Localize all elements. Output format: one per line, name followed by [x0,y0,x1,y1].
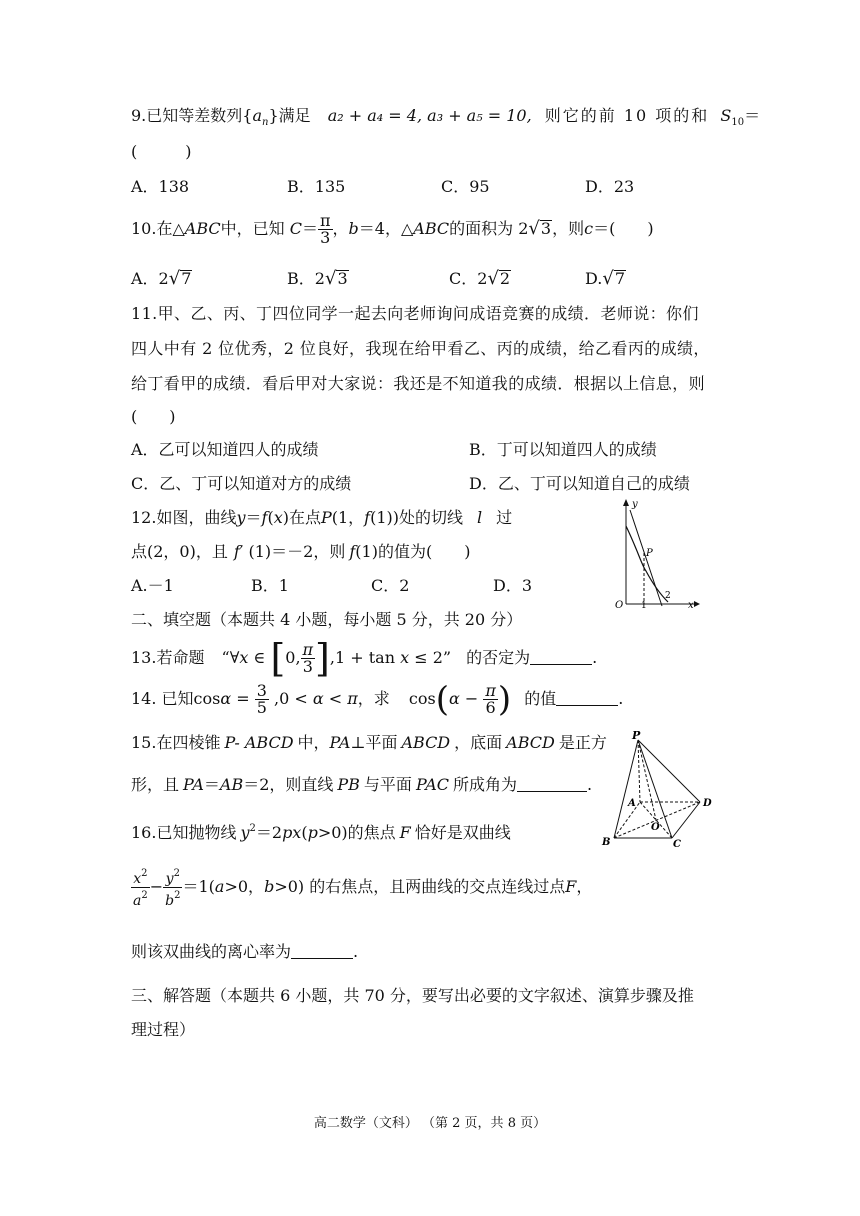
q13-answer-blank [530,650,592,665]
q16-t2: ＝2 [255,823,283,842]
q13-line: 13.若命题 “∀x ∈ [0, $\frac{\pi}{3}$ ],1 + tan x ≤ 2” 的否定为 . [131,636,598,681]
q12-option-c: C．2 [371,576,410,595]
q13-in: ∈ [248,648,271,667]
q12-l: l [477,508,483,527]
q15-end: . [587,775,593,794]
q16-t8: >0) 的右焦点，且两曲线的交点连线过点 [274,877,566,896]
q12-t7: 过 [496,508,513,527]
q14-minus: − [459,689,484,708]
q14-alpha2: α [312,689,324,708]
q16-frac-x [131,866,150,909]
q12-t9: ′ (1)＝－2，则 [239,542,346,561]
q14-cos: cos [408,689,436,708]
q15-t4: ，底面 [454,733,503,752]
q16-y: y [240,823,250,842]
q15-t3: ⊥平面 [350,733,398,752]
q12-t1: 12.如图，曲线 [131,508,237,527]
q13-fraction [301,642,316,675]
q10-C: C [289,219,302,238]
q16-t4: >0)的焦点 [317,823,396,842]
q10-d-rad: 7 [614,269,626,288]
q12-option-d: D．3 [493,576,533,595]
page-footer: 高二数学（文科） （第 2 页，共 8 页） [313,1116,547,1131]
q16-answer-blank [291,944,353,959]
q12-option-a: A.－1 [131,576,174,595]
q14-ask: ，求 [357,689,390,708]
q15-fig-D: D [703,798,712,809]
q13-three: 3 [302,657,313,676]
q9-n: n [262,117,269,128]
q12-x: x [273,508,283,527]
q14-t2: 的值 [524,689,557,708]
q14-five: 5 [256,698,267,717]
q10-c-rad: 2 [499,269,511,288]
q10-text2: 中，已知 [220,219,285,238]
q16-minus: − [149,877,164,896]
q14-line: 14. 已知cosα = $\frac{3}{5}$ ,0 < α < π，求 cos(α − $\frac{\pi}{6}$ ) 的值 . [131,679,624,720]
q15-abcd2: ABCD [506,733,555,752]
q12-fig-x: x [688,600,694,611]
q12-f: f [261,508,268,527]
q12-t2: ＝ [245,508,262,527]
q16-px: px [282,823,302,842]
q16-y-sq: 2 [173,868,180,879]
q12-f2: f [364,508,371,527]
q16-bb: b [264,877,275,896]
q12-y: y [236,508,246,527]
q9-S: S [720,106,732,125]
q16-b: b [165,893,175,909]
q12-t8: 点(2，0)，且 [131,542,228,561]
q10-c-label: C．2 [449,269,488,288]
q10-text5: 的面积为 2 [449,219,529,238]
q16-a: a [133,893,142,909]
q14-eq: = [231,689,255,708]
q13-x: x [239,648,249,667]
q10-d-label: D. [585,269,603,288]
q9-text: 已知等差数列{ [146,106,253,125]
q9-eq: ＝ [744,106,761,125]
q12-f4: f [349,542,356,561]
q16-aa: a [214,877,225,896]
q13-x2: x [400,648,410,667]
q11-line2: 四人中有 2 位优秀，2 位良好，我现在给甲看乙、丙的成绩，给乙看丙的成绩， [131,339,710,358]
q12-t5: (1， [331,508,365,527]
q14-t1: 14. 已知cos [131,689,221,708]
q11-option-b: B．丁可以知道四人的成绩 [469,440,657,459]
q15-pb: PB [337,775,360,794]
q9-text3: 则它的前 10 项的和 [544,106,710,125]
q15-fig-O: O [651,822,660,833]
q14-pi0: π [347,689,358,708]
q16-t1: 16.已知抛物线 [131,823,237,842]
q11-line3: 给丁看甲的成绩．看后甲对大家说：我还是不知道我的成绩．根据以上信息，则 [131,374,706,393]
q14-frac2 [483,683,498,716]
q15-fig-A: A [628,798,636,809]
q13-rest: ,1 + tan [329,648,401,667]
q15-abcd: ABCD [401,733,451,752]
q10-eq: ＝ [301,219,318,238]
q9-text2: }满足 [268,106,311,125]
q11-option-d: D．乙、丁可以知道自己的成绩 [469,474,690,493]
q16-t5: 恰好是双曲线 [414,823,511,842]
q15-fig-C: C [673,839,681,850]
q16-F: F [399,823,411,842]
section-3-title-line1: 三、解答题（本题共 6 小题，共 70 分，要写出必要的文字叙述、演算步骤及推 [131,986,694,1005]
q12-fig-1: 1 [641,601,647,611]
q14-pi: π [485,681,496,700]
q14-three: 3 [256,681,267,700]
q10-text7: ＝( ) [593,219,654,238]
q9-option-c: C．95 [441,177,490,196]
q15-fig-P: P [632,729,641,742]
q12-t10: (1)的值为( ) [355,542,471,561]
q13-t1: 13.若命题 [131,648,205,667]
q13-pi: π [302,640,314,659]
q13-quote: “∀ [221,648,240,667]
q16-t7: >0， [224,877,265,896]
q15-t1: 15.在四棱锥 [131,733,221,752]
q16-y2: y [165,871,174,887]
q16-t9: ， [576,877,593,896]
q12-t3: ( [267,508,274,527]
q10-a-rad: 7 [181,269,192,288]
q12-t6: (1))处的切线 [370,508,464,527]
q16-line3 [131,941,358,963]
q12-P: P [320,508,332,527]
q12-fig-O: O [615,600,624,611]
q12-option-b: B．1 [251,576,289,595]
q11-line1: 11.甲、乙、丙、丁四位同学一起去向老师询问成语竞赛的成绩．老师说：你们 [131,304,699,323]
q15-line2 [131,774,592,796]
q9-s10: 10 [731,117,745,128]
q10-option-a: A．2√7 [131,268,192,289]
q10-option-c: C．2√2 [449,268,511,289]
q16-end: . [353,942,359,961]
q16-sq: 2 [249,823,256,834]
q10-b-label: B．2 [287,269,325,288]
q10-pi: π [320,211,331,230]
q11-paren: ( ) [131,407,176,426]
q12-t4: )在点 [282,508,321,527]
q9-paren: ( ) [131,142,192,161]
q15-fig-B: B [602,837,611,848]
q12-f3: f [233,542,240,561]
q10-a-label: A．2 [131,269,169,288]
q10-text4: ＝4，△ [358,219,414,238]
q13-zero: 0, [285,648,301,667]
q16-a-sq: 2 [141,890,148,901]
q16-x-sq: 2 [141,868,148,879]
q15-t6: 形，且 [131,775,180,794]
q12-line2 [131,541,470,563]
q10-sqrt3: 3 [540,219,552,238]
q15-pa: PA [329,733,351,752]
q15-t5: 是正方 [558,733,607,752]
q16-t10: 则该双曲线的离心率为 [131,942,292,961]
q9-number: 9. [131,106,147,125]
q15-ab: AB [219,775,244,794]
q10-fraction [318,213,333,246]
q11-option-c: C．乙、丁可以知道对方的成绩 [131,474,352,493]
q10-b: b [348,219,359,238]
q9-option-a: A．138 [131,177,190,196]
q9-condition: a₂ + a₄ = 4, a₃ + a₅ = 10, [327,106,532,125]
q9-line1 [131,105,760,134]
q15-t10: 所成角为 [453,775,518,794]
q16-frac-y [163,866,182,909]
q10-c: c [584,219,594,238]
q15-t2: 中， [297,733,330,752]
q12-fig-2: 2 [665,591,671,601]
q16-p: p [307,823,318,842]
q16-F2: F [565,877,577,896]
q15-line1 [131,732,607,754]
q16-b-sq: 2 [174,890,181,901]
q10-text6: ，则 [552,219,585,238]
section-2-title: 二、填空题（本题共 4 小题，每小题 5 分，共 20 分） [131,610,523,629]
q12-fig-P: P [646,548,653,559]
q10-three: 3 [320,228,331,247]
q14-alpha3: α [448,689,460,708]
section-3-title-line2: 理过程） [131,1020,196,1039]
q12-line1 [131,507,512,529]
q15-t7: ＝ [203,775,220,794]
q10-line: 10.在△ABC中，已知 C＝ $\frac{\pi}{3}$ ，b＝4，△ABC的面积为 2√3，则c＝( ) [131,211,654,247]
q13-t2: 的否定为 [466,648,531,667]
q16-t6: ＝1( [182,877,215,896]
q15-t9: 与平面 [363,775,412,794]
q11-option-a: A．乙可以知道四人的成绩 [131,440,319,459]
q9-a: a [252,106,262,125]
q14-answer-blank [556,691,618,706]
q9-option-d: D．23 [585,177,635,196]
q10-b-rad: 3 [337,269,348,288]
q15-pac: PAC [415,775,450,794]
q14-alpha: α [220,689,232,708]
q15-pabcd: P- ABCD [224,733,294,752]
q15-pa2: PA [183,775,204,794]
q10-option-b: B．2√3 [287,268,348,289]
q10-text1: 在△ [156,219,185,238]
q12-tangent-figure [604,496,704,612]
q14-cond: ,0 < [268,689,313,708]
q13-le: ≤ 2” [409,648,452,667]
q14-frac1 [255,683,269,716]
q10-number: 10. [131,219,157,238]
q14-six: 6 [485,698,496,717]
q12-fig-y: y [632,499,638,510]
q16-t3: ( [301,823,308,842]
q16-line1 [131,818,511,844]
q10-abc2: ABC [413,219,450,238]
q10-abc: ABC [184,219,221,238]
q10-comma: ， [332,219,349,238]
q16-x: x [133,871,142,887]
q14-end: . [618,689,624,708]
q13-end: . [592,648,598,667]
q15-answer-blank [517,777,587,792]
q9-option-b: B．135 [287,177,346,196]
q15-pyramid-figure [596,728,720,852]
q15-t8: ＝2，则直线 [243,775,334,794]
q10-option-d: D.√7 [585,268,626,289]
q14-cond2: < [323,689,348,708]
q16-line2 [131,866,592,909]
